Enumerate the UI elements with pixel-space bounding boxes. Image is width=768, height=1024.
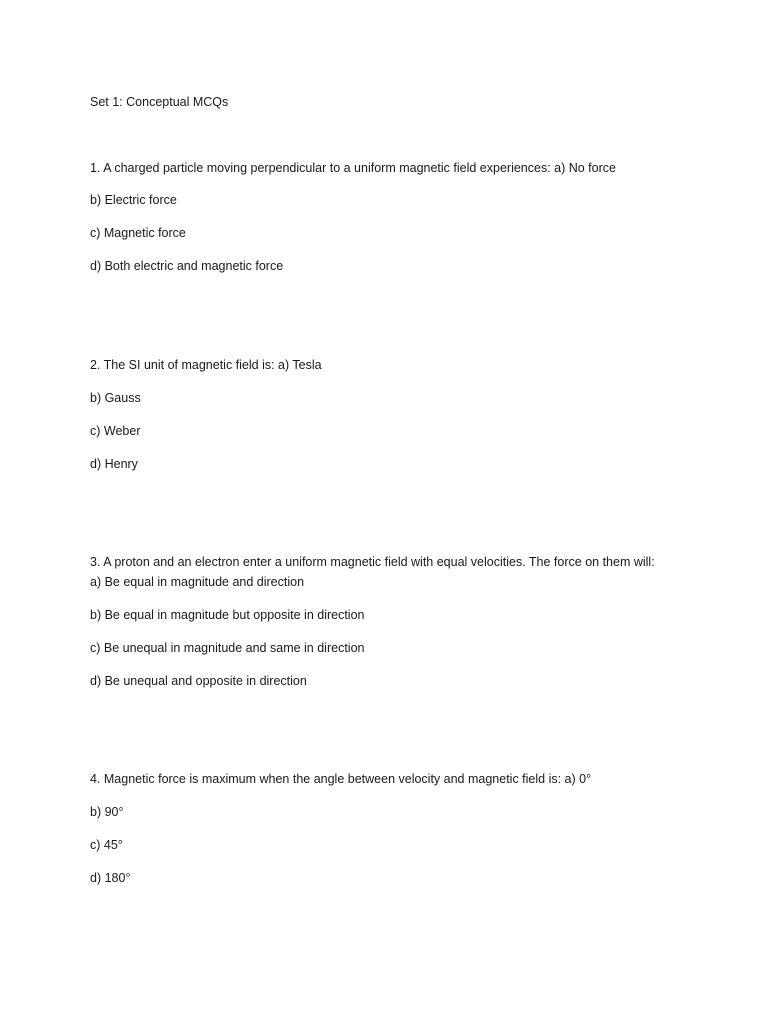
question-4-option-c: c) 45° (90, 838, 123, 852)
question-1-option-d: d) Both electric and magnetic force (90, 259, 284, 273)
question-1-stem: 1. A charged particle moving perpendicular to a uniform magnetic field experiences: a) No force (90, 161, 616, 175)
question-4-option-d: d) 180° (90, 871, 131, 885)
question-1-option-c: c) Magnetic force (90, 226, 186, 240)
question-3-option-a: a) Be equal in magnitude and direction (90, 575, 305, 589)
question-3-option-c: c) Be unequal in magnitude and same in direction (90, 641, 365, 655)
question-1-option-b: b) Electric force (90, 193, 177, 207)
question-2-option-d: d) Henry (90, 457, 138, 471)
question-3-option-d: d) Be unequal and opposite in direction (90, 674, 307, 688)
question-3-option-b: b) Be equal in magnitude but opposite in direction (90, 608, 365, 622)
question-2-option-b: b) Gauss (90, 391, 141, 405)
set-title: Set 1: Conceptual MCQs (90, 95, 229, 109)
question-2-stem: 2. The SI unit of magnetic field is: a) Tesla (90, 358, 322, 372)
question-2-option-c: c) Weber (90, 424, 141, 438)
question-4-option-b: b) 90° (90, 805, 124, 819)
question-3-stem: 3. A proton and an electron enter a uniform magnetic field with equal velocities. The force on them will: (90, 555, 655, 569)
question-4-stem: 4. Magnetic force is maximum when the angle between velocity and magnetic field is: a) 0° (90, 772, 592, 786)
